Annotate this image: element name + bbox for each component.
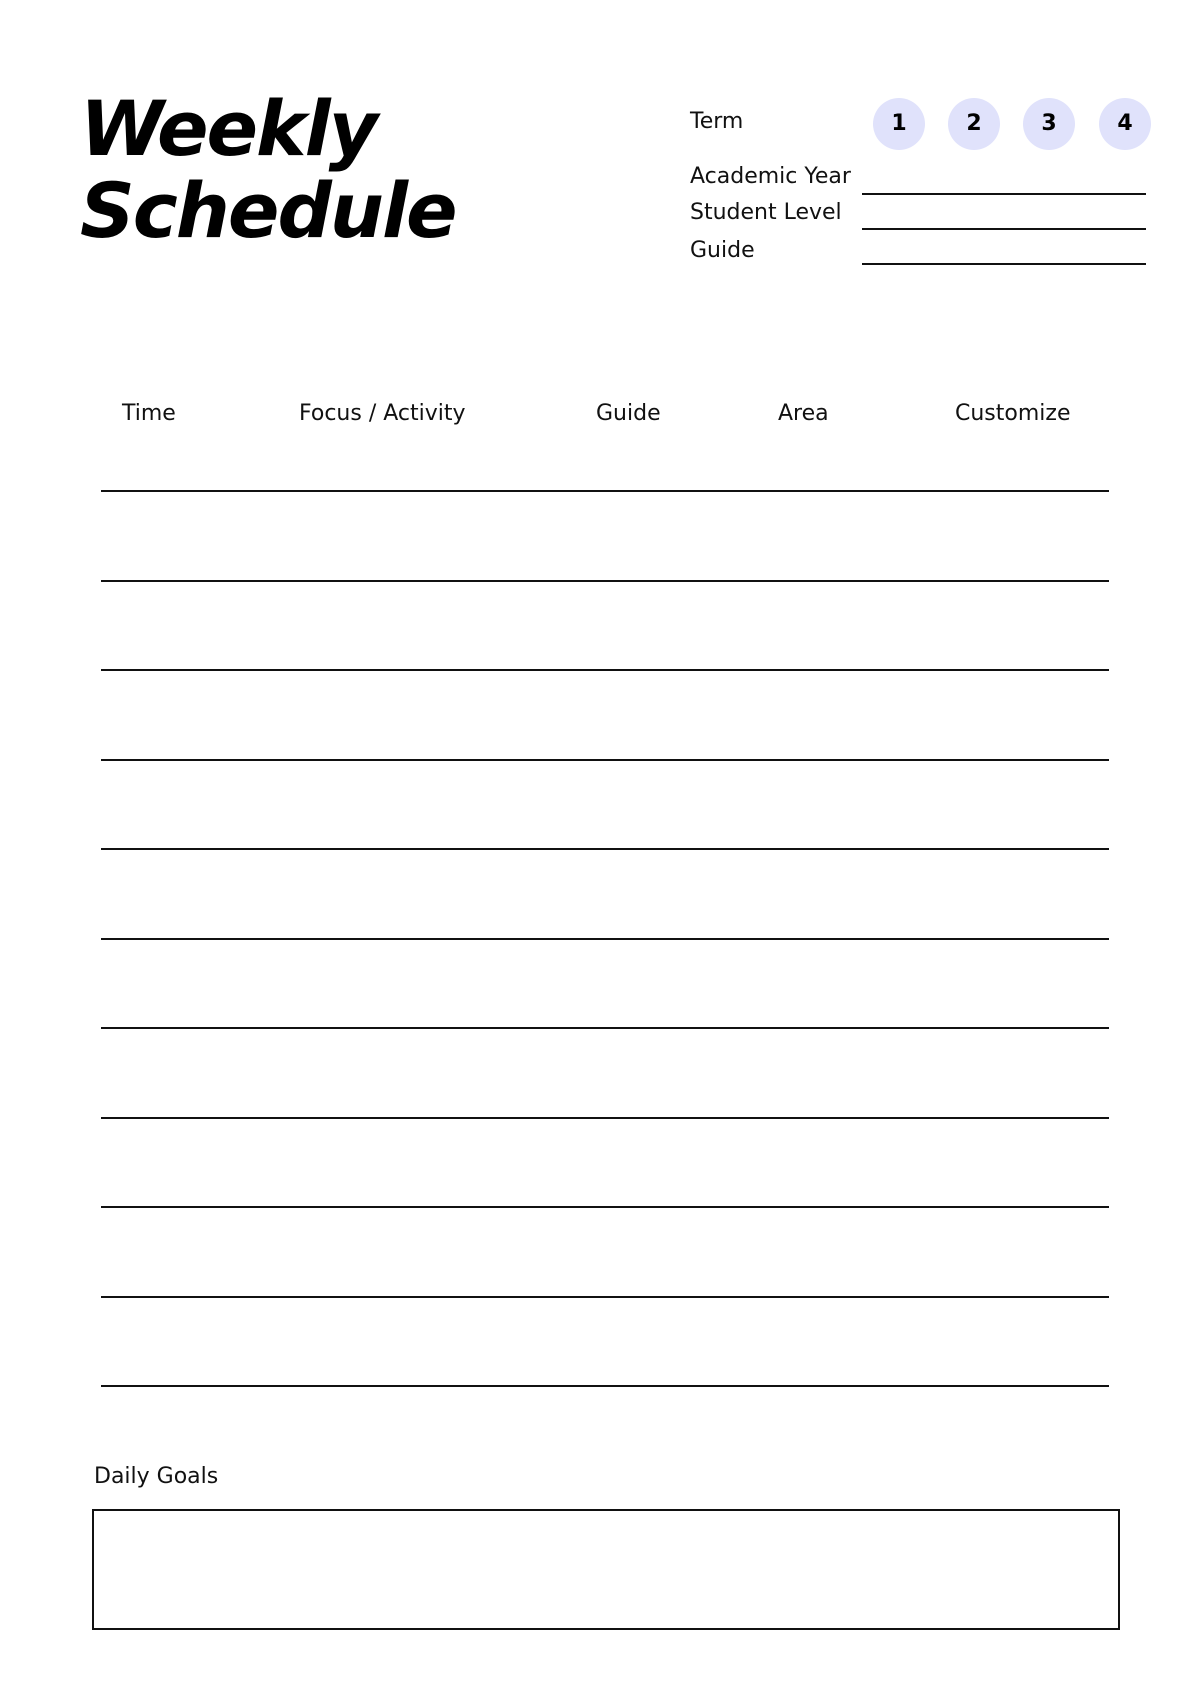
daily-goals-box[interactable]: [92, 1509, 1120, 1630]
column-header-focus-activity: Focus / Activity: [299, 401, 466, 426]
column-header-area: Area: [778, 401, 829, 426]
schedule-row-line[interactable]: [101, 669, 1109, 671]
schedule-row-line[interactable]: [101, 1296, 1109, 1298]
schedule-row-line[interactable]: [101, 1385, 1109, 1387]
daily-goals-label: Daily Goals: [94, 1464, 219, 1489]
schedule-row-line[interactable]: [101, 580, 1109, 582]
schedule-row-line[interactable]: [101, 848, 1109, 850]
page-title: [80, 84, 456, 255]
academic-year-label: Academic Year: [690, 164, 851, 189]
student-level-label: Student Level: [690, 200, 842, 225]
term-3-button[interactable]: 3: [1023, 98, 1075, 150]
student-level-field[interactable]: [862, 228, 1146, 230]
column-header-guide: Guide: [596, 401, 661, 426]
academic-year-field[interactable]: [862, 193, 1146, 195]
schedule-row-line[interactable]: [101, 490, 1109, 492]
guide-label: Guide: [690, 238, 755, 263]
term-2-button[interactable]: 2: [948, 98, 1000, 150]
guide-field[interactable]: [862, 263, 1146, 265]
schedule-row-line[interactable]: [101, 759, 1109, 761]
column-header-customize: Customize: [955, 401, 1071, 426]
schedule-row-line[interactable]: [101, 938, 1109, 940]
title-line-2: Schedule: [80, 166, 456, 255]
term-selector: [873, 98, 1151, 150]
term-label: Term: [690, 109, 744, 134]
schedule-row-line[interactable]: [101, 1206, 1109, 1208]
schedule-row-line[interactable]: [101, 1027, 1109, 1029]
schedule-row-line[interactable]: [101, 1117, 1109, 1119]
term-1-button[interactable]: 1: [873, 98, 925, 150]
term-4-button[interactable]: 4: [1099, 98, 1151, 150]
column-header-time: Time: [122, 401, 176, 426]
title-line-1: Weekly: [80, 84, 377, 173]
